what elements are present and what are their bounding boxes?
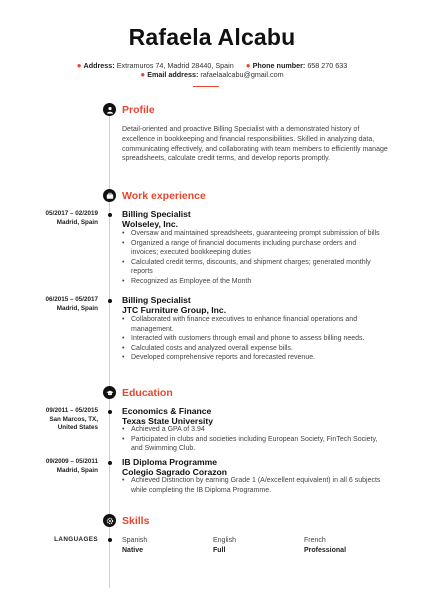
list-item: • Recognized as Employee of the Month (122, 277, 384, 287)
language-item (213, 536, 236, 555)
language-item (122, 536, 147, 555)
list-item: • Developed comprehensive reports and forecasted revenue. (122, 353, 384, 363)
job-title: Billing Specialist (122, 209, 191, 219)
email-value: rafaelaalcabu@gmail.com (200, 70, 284, 79)
timeline-dot (108, 299, 112, 303)
job-title: Billing Specialist (122, 295, 191, 305)
language-name: Spanish (122, 537, 148, 544)
section-title-education: Education (122, 387, 173, 399)
education-1-bullets (122, 425, 384, 454)
job-dates: 05/2017 – 02/2019 (45, 210, 98, 217)
accent-divider (193, 86, 219, 87)
profile-summary: Detail-oriented and proactive Billing Specialist with a demonstrated history of excellence in bookkeeping and financial responsibilities. Skilled in analyzing data, communicating effectively, and collaborating with team members to efficiently manage spreadsheets, calculate credit terms, and develop reports promptly. (122, 126, 388, 163)
job-location: Madrid, Spain (56, 304, 98, 312)
section-title-profile: Profile (122, 104, 155, 116)
school-name: Texas State University (122, 416, 214, 426)
section-title-skills: Skills (122, 515, 150, 527)
list-item: • Achieved a GPA of 3.94 (122, 425, 384, 435)
education-2-meta (20, 458, 98, 475)
phone-value: 658 270 633 (307, 61, 348, 70)
education-location: San Marcos, TX, (49, 415, 98, 423)
education-location: Madrid, Spain (56, 466, 98, 474)
education-dates: 09/2011 – 05/2015 (45, 407, 98, 414)
list-item: • Interacted with customers through email and phone to assess billing needs. (122, 334, 384, 344)
resume-name: Rafaela Alcabu (128, 24, 296, 50)
language-item (304, 536, 346, 555)
gear-icon (103, 514, 116, 527)
list-item: • Calculated costs and analyzed overall expense bills. (122, 344, 384, 354)
company-name: JTC Furniture Group, Inc. (122, 305, 227, 315)
bullet-dot: ● (245, 61, 251, 70)
language-level: Full (213, 546, 226, 554)
timeline-dot (108, 461, 112, 465)
company-name: Wolseley, Inc. (122, 219, 179, 229)
education-2-bullets (122, 476, 384, 495)
job-dates: 06/2015 – 05/2017 (45, 296, 98, 303)
language-name: English (213, 537, 236, 544)
graduation-cap-icon (103, 386, 116, 399)
address-label: Address: (83, 61, 115, 70)
bullet-dot: ● (76, 61, 82, 70)
education-dates: 09/2009 – 05/2011 (45, 458, 98, 465)
job-1-bullets (122, 229, 384, 287)
briefcase-icon (103, 189, 116, 202)
section-title-work-experience: Work experience (122, 190, 206, 202)
list-item: • Achieved Distinction by earning Grade 1 (A/excellent equivalent) in all 6 subjects while completing the IB Diploma Programme. (122, 476, 384, 495)
timeline-dot (108, 538, 112, 542)
job-1-meta (20, 210, 98, 227)
degree-title: Economics & Finance (122, 406, 212, 416)
job-location: Madrid, Spain (56, 218, 98, 226)
list-item: • Collaborated with finance executives to enhance financial operations and management. (122, 315, 384, 334)
bullet-dot: ● (140, 70, 146, 79)
job-2-meta (20, 296, 98, 313)
language-level: Professional (304, 546, 347, 554)
school-name: Colegio Sagrado Corazon (122, 467, 228, 477)
list-item: • Oversaw and maintained spreadsheets, guaranteeing prompt submission of bills (122, 229, 384, 239)
contact-line-1 (0, 61, 424, 70)
list-item: • Organized a range of financial documents including purchase orders and invoices; executed bookkeeping duties (122, 239, 384, 258)
email-label: Email address: (147, 70, 199, 79)
languages-label: LANGUAGES (54, 536, 98, 543)
address-value: Extramuros 74, Madrid 28440, Spain (116, 61, 234, 70)
education-location: United States (57, 424, 98, 432)
person-icon (103, 103, 116, 116)
timeline-dot (108, 213, 112, 217)
language-name: French (304, 537, 326, 544)
job-2-bullets (122, 315, 384, 363)
timeline-dot (108, 410, 112, 414)
list-item: • Participated in clubs and societies including European Society, FinTech Society, and Swimming Club. (122, 435, 384, 454)
language-level: Native (122, 546, 144, 554)
contact-line-2 (0, 70, 424, 79)
list-item: • Calculated credit terms, discounts, and shipment charges; generated monthly reports (122, 258, 384, 277)
phone-label: Phone number: (252, 61, 306, 70)
education-1-meta (20, 407, 98, 433)
degree-title: IB Diploma Programme (122, 457, 218, 467)
